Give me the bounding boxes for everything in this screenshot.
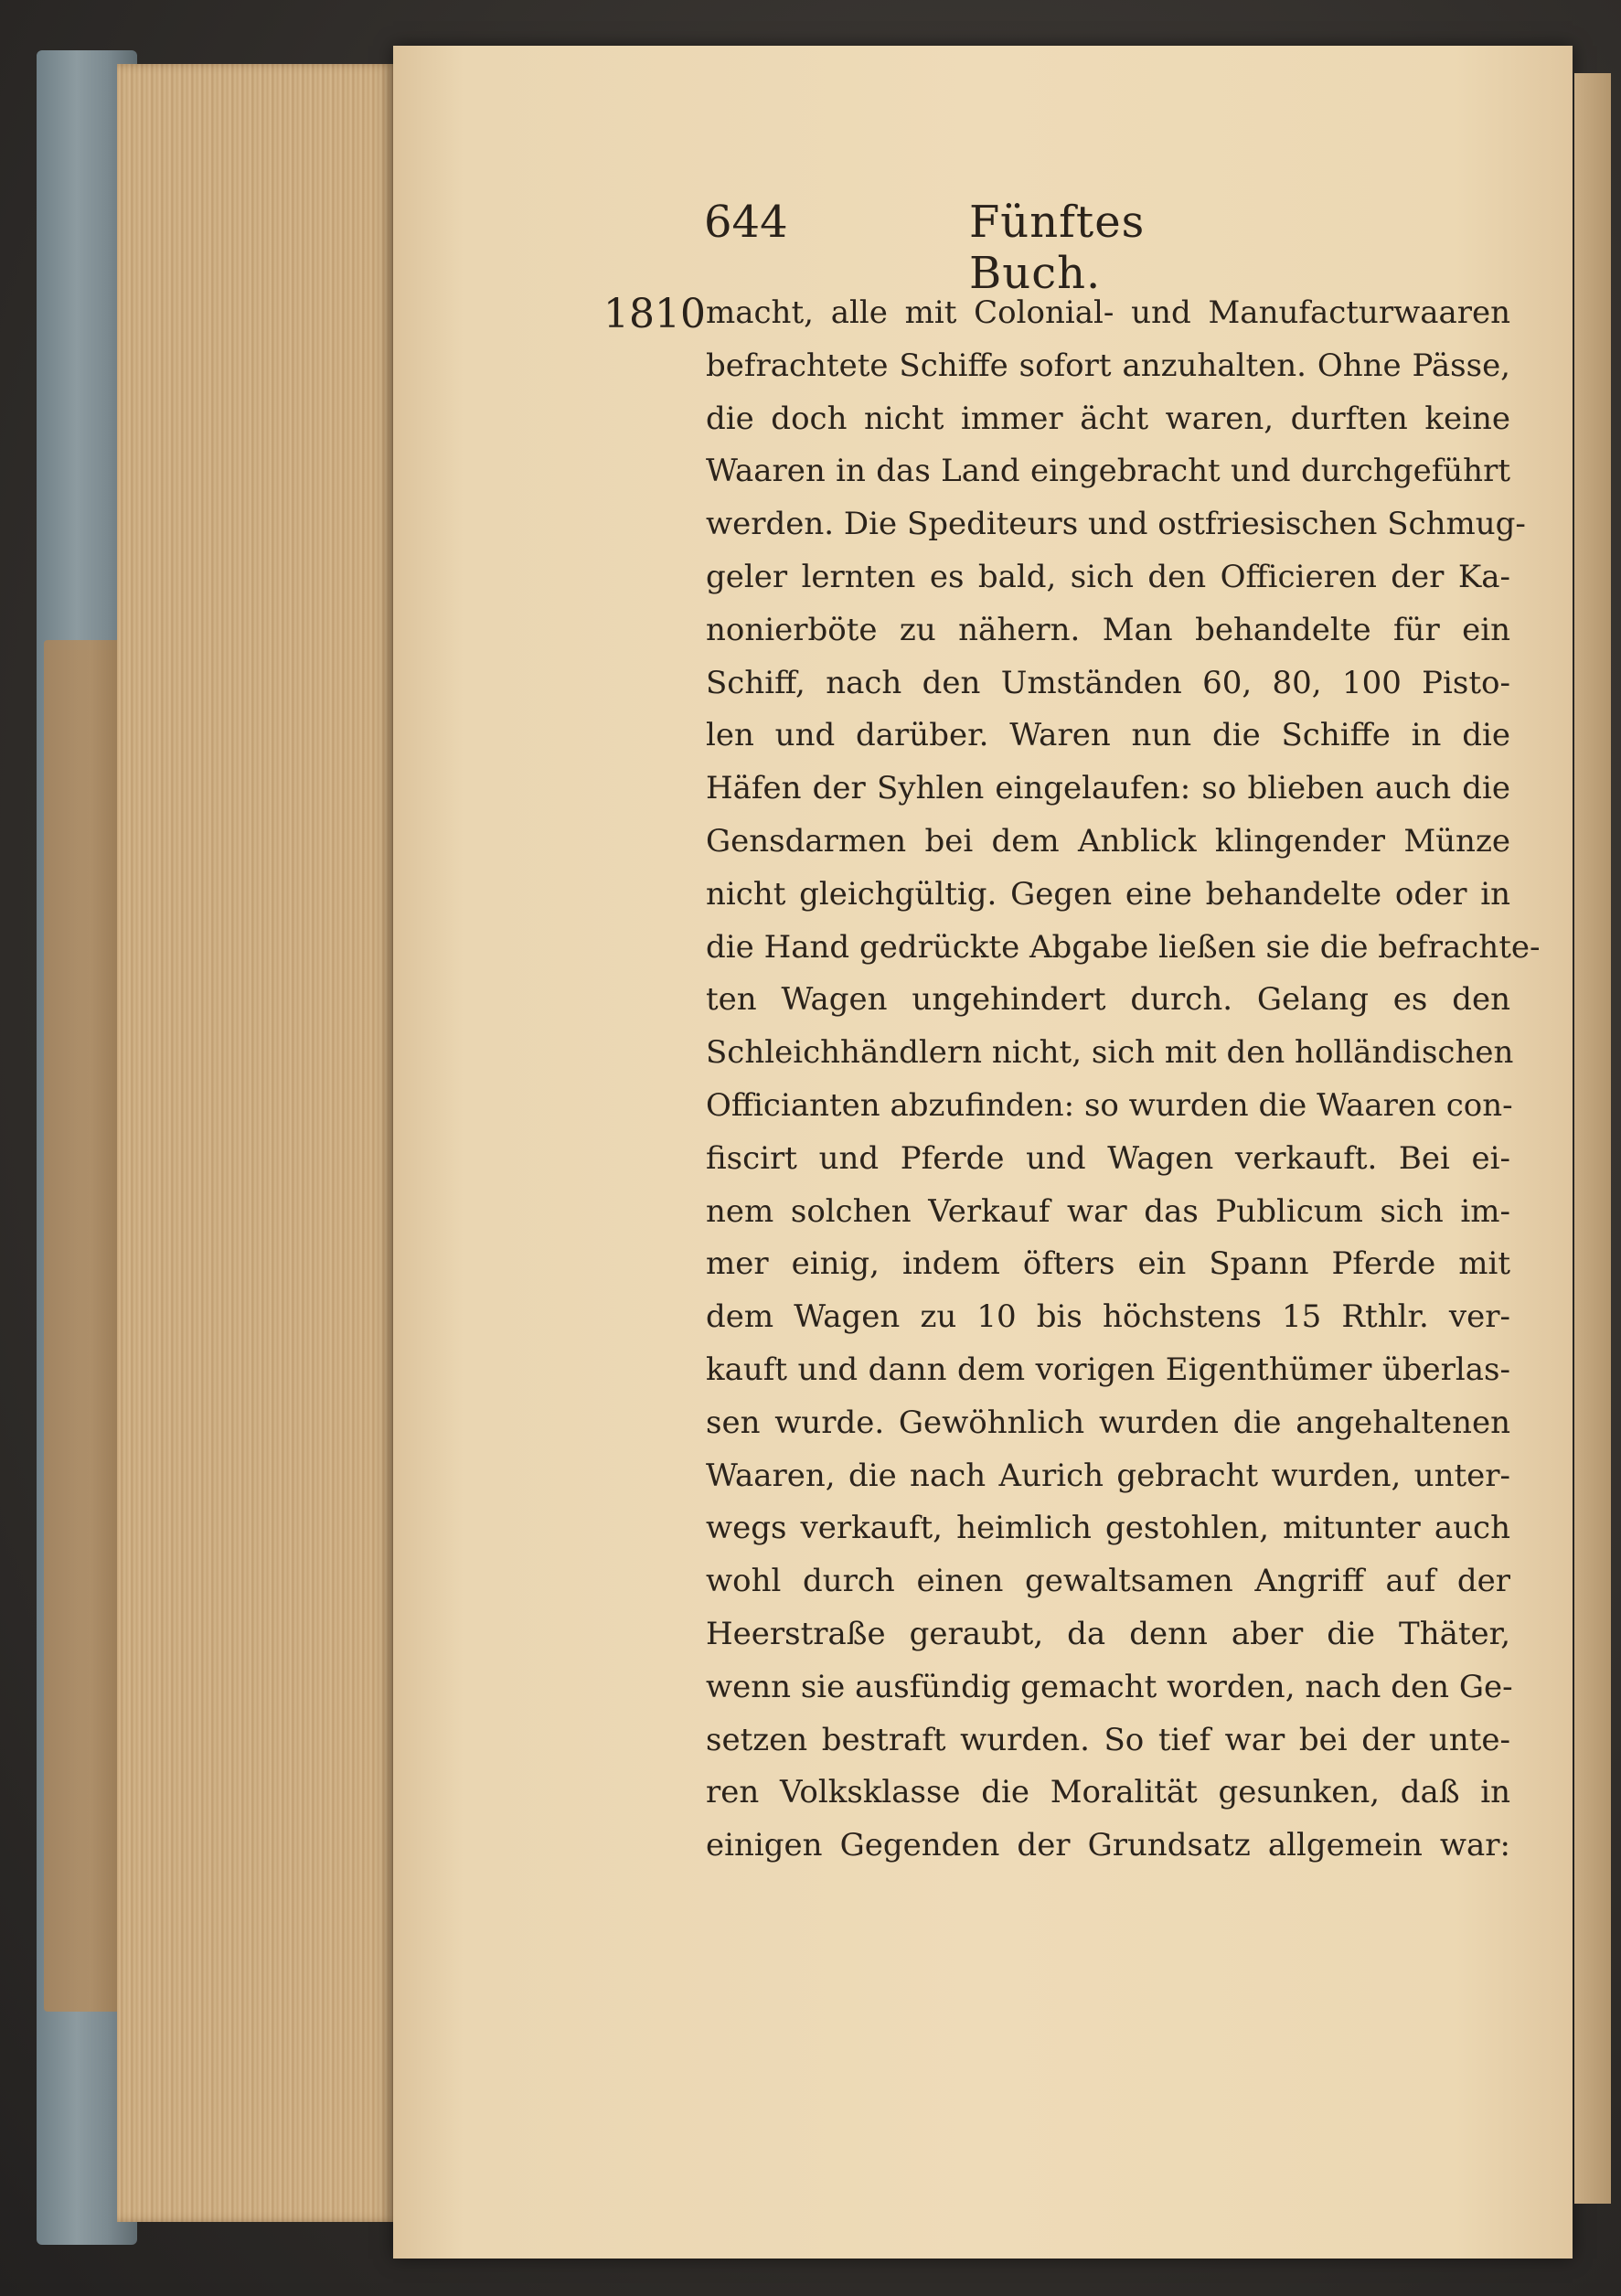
text-line: wohl durch einen gewaltsamen Angriff auf der <box>706 1563 1510 1600</box>
text-line: nicht gleichgültig. Gegen eine behandelte oder in <box>706 875 1510 913</box>
text-line: nonierböte zu nähern. Man behandelte für ein <box>706 611 1510 648</box>
text-line: werden. Die Spediteurs und ostfriesischen Schmug- <box>706 506 1526 543</box>
text-line: mer einig, indem öfters ein Spann Pferde mit <box>706 1245 1510 1283</box>
text-line: die Hand gedrückte Abgabe ließen sie die befrachte- <box>706 928 1541 966</box>
text-line: kauft und dann dem vorigen Eigenthümer überlas- <box>706 1351 1510 1388</box>
page-number: 644 <box>704 197 788 248</box>
text-line: geler lernten es bald, sich den Officieren der Ka- <box>706 558 1510 595</box>
text-line: macht, alle mit Colonial- und Manufacturwaaren <box>706 294 1510 331</box>
text-line: einigen Gegenden der Grundsatz allgemein war: <box>706 1827 1510 1864</box>
text-line: Waaren, die nach Aurich gebracht wurden, unter- <box>706 1457 1510 1494</box>
text-line: len und darüber. Waren nun die Schiffe in die <box>706 717 1510 754</box>
text-line: setzen bestraft wurden. So tief war bei der unte- <box>706 1721 1510 1758</box>
text-line: befrachtete Schiffe sofort anzuhalten. Ohne Pässe, <box>706 347 1510 384</box>
text-line: Waaren in das Land eingebracht und durchgeführt <box>706 453 1510 490</box>
cover-paper-patch <box>44 640 122 2012</box>
next-page-edge <box>1574 73 1611 2204</box>
text-line: Schiff, nach den Umständen 60, 80, 100 Pisto- <box>706 664 1510 701</box>
text-line: ten Wagen ungehindert durch. Gelang es den <box>706 981 1510 1019</box>
text-line: ren Volksklasse die Moralität gesunken, daß in <box>706 1774 1510 1811</box>
text-line: Officianten abzufinden: so wurden die Waaren con- <box>706 1086 1513 1124</box>
text-line: wegs verkauft, heimlich gestohlen, mitunter auch <box>706 1510 1510 1547</box>
text-line: fiscirt und Pferde und Wagen verkauft. Bei ei- <box>706 1139 1510 1177</box>
text-line: nem solchen Verkauf war das Publicum sich im- <box>706 1192 1510 1230</box>
text-line: die doch nicht immer ächt waren, durften keine <box>706 400 1510 437</box>
margin-year: 1810 <box>603 291 706 337</box>
body-text <box>706 287 1541 1873</box>
text-line: Heerstraße geraubt, da denn aber die Thäter, <box>706 1615 1510 1652</box>
text-line: Häfen der Syhlen eingelaufen: so blieben auch die <box>706 770 1510 807</box>
text-line: sen wurde. Gewöhnlich wurden die angehaltenen <box>706 1404 1510 1441</box>
text-line: Schleichhändlern nicht, sich mit den holländischen <box>706 1034 1514 1072</box>
text-line: Gensdarmen bei dem Anblick klingender Münze <box>706 822 1510 860</box>
page-block-edges <box>117 64 396 2222</box>
text-line: wenn sie ausfündig gemacht worden, nach den Ge- <box>706 1668 1513 1705</box>
text-line: dem Wagen zu 10 bis höchstens 15 Rthlr. ver- <box>706 1298 1510 1336</box>
running-head: Fünftes Buch. <box>969 197 1146 299</box>
